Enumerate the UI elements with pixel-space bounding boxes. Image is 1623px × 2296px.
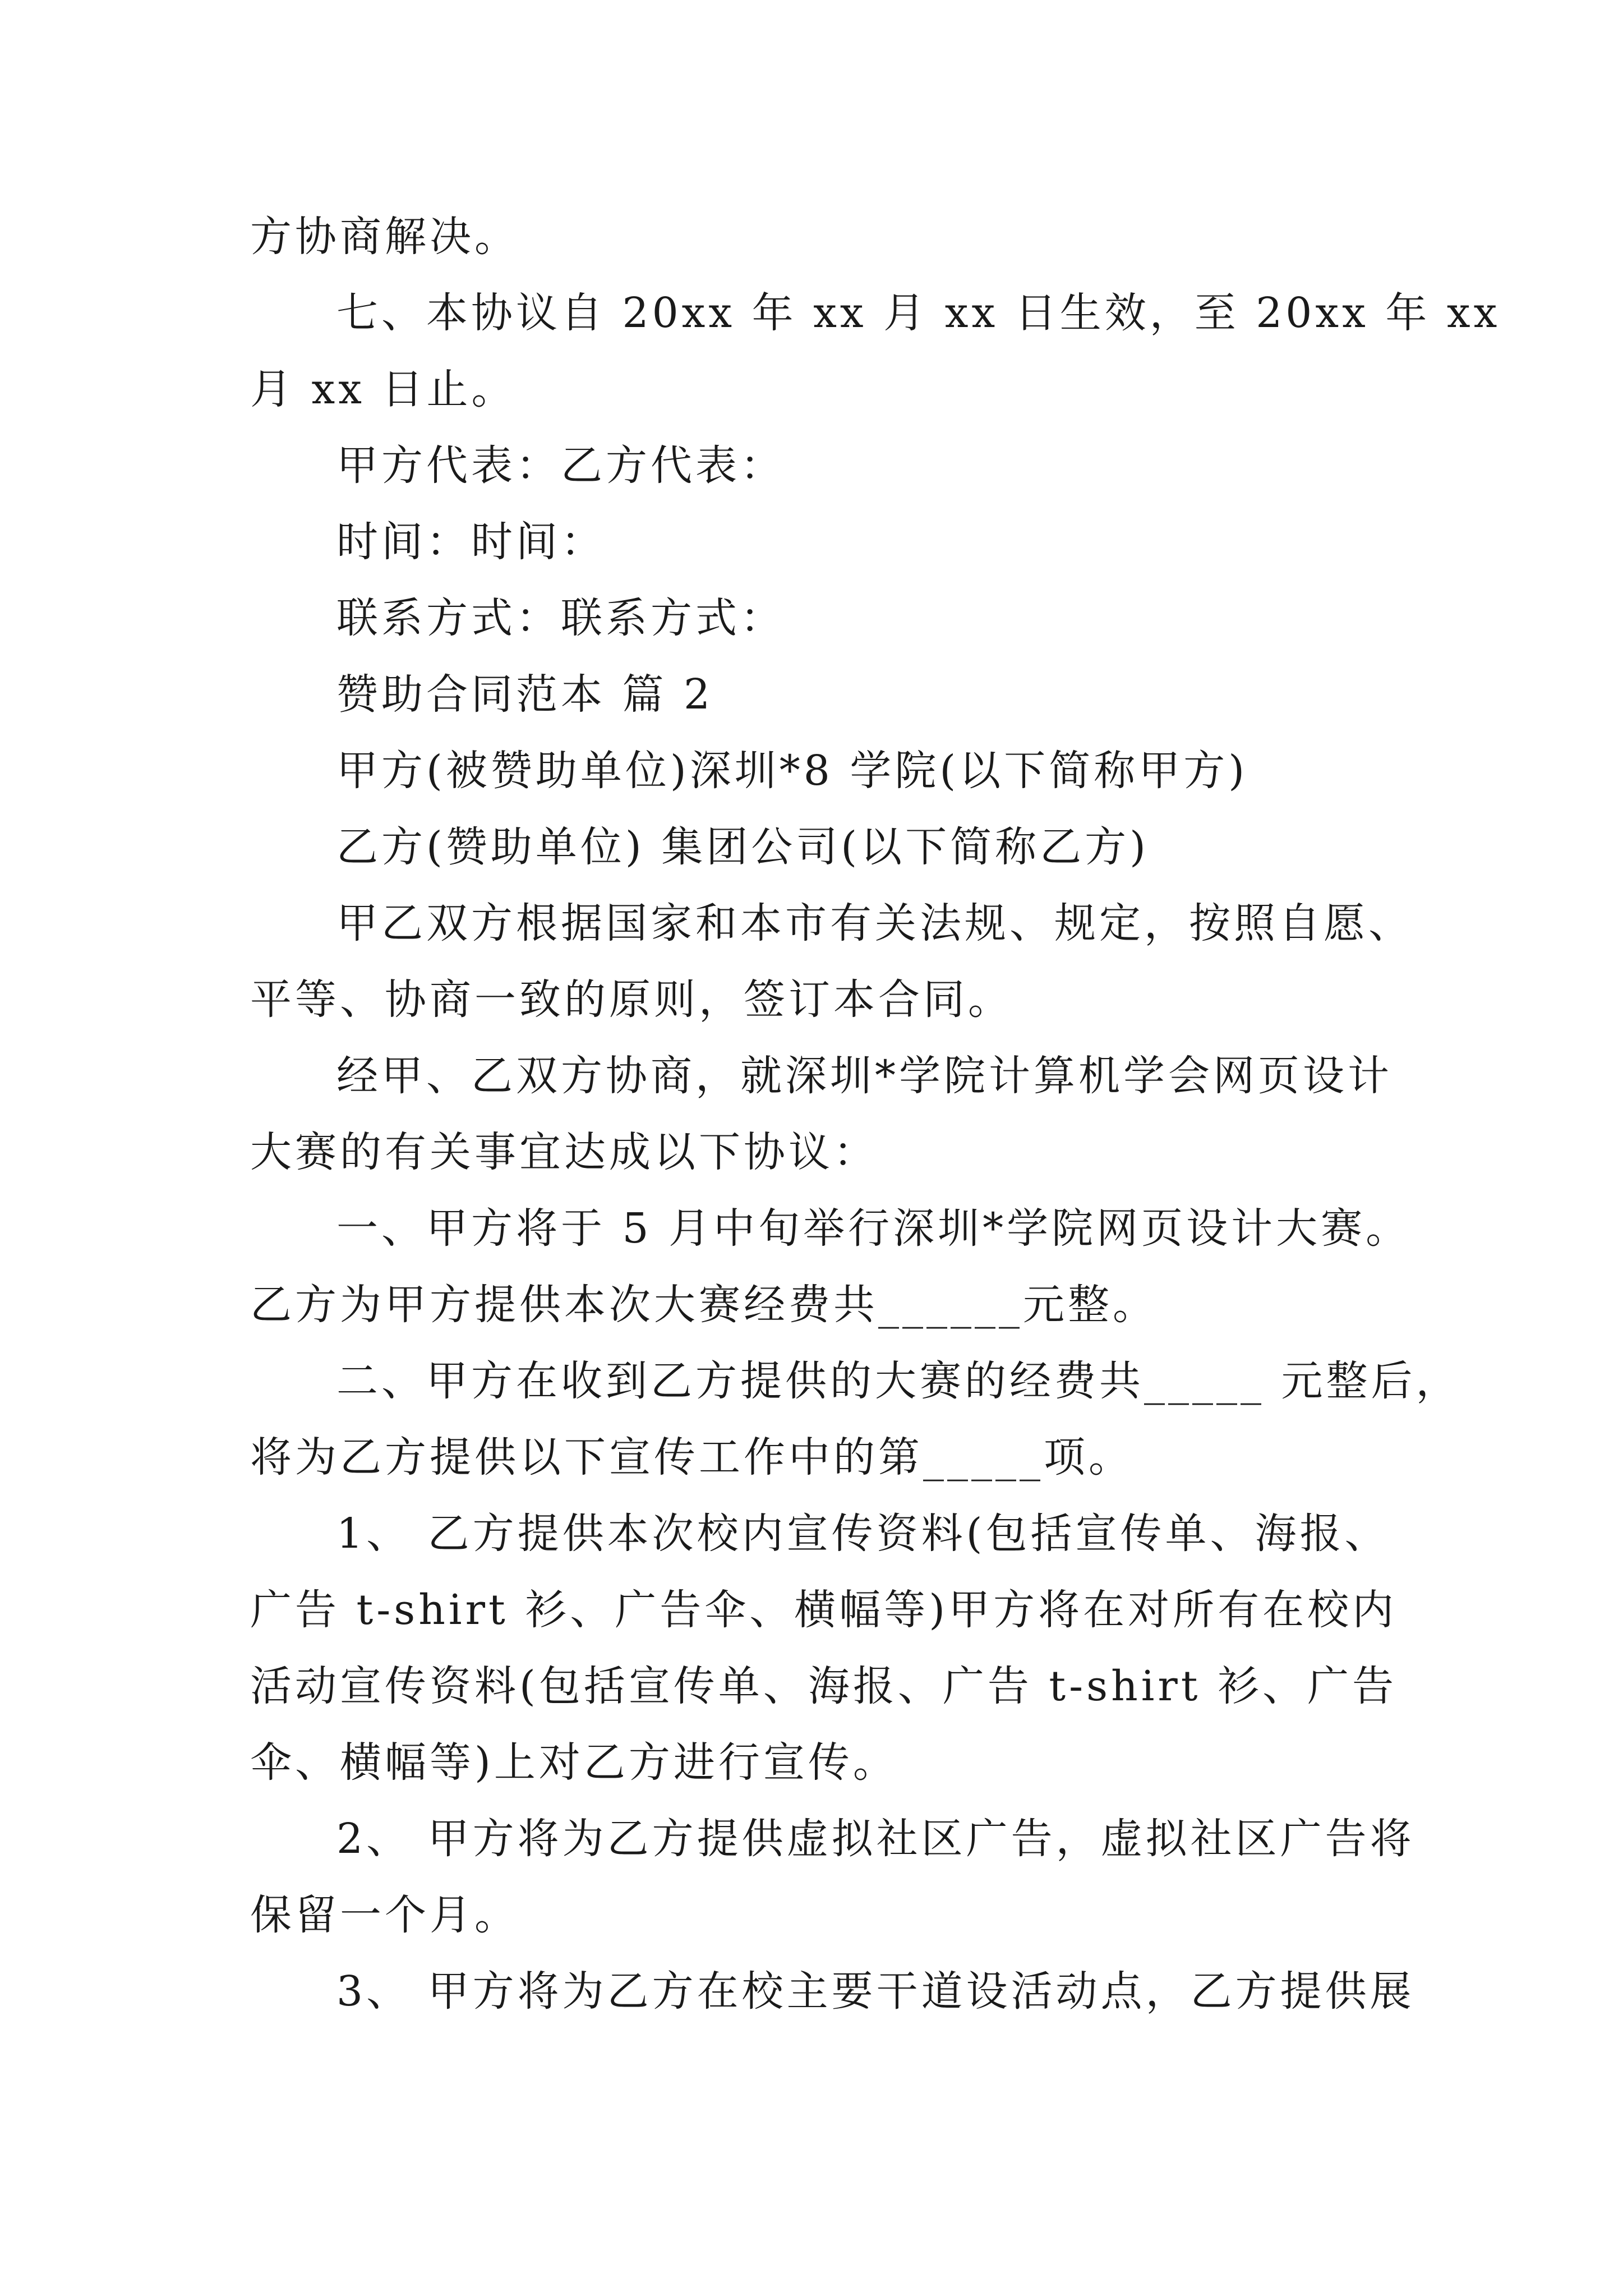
text-line: 联系方式：联系方式： xyxy=(336,594,785,642)
text-line: 时间：时间： xyxy=(336,518,606,566)
text-line: 方协商解决。 xyxy=(250,213,519,261)
text-line: 伞、横幅等)上对乙方进行宣传。 xyxy=(250,1738,898,1787)
text-line: 3、 甲方将为乙方在校主要干道设活动点，乙方提供展 xyxy=(336,1967,1415,2016)
text-line: 大赛的有关事宜达成以下协议： xyxy=(250,1128,878,1176)
section-heading: 赞助合同范本 篇 2 xyxy=(336,670,714,719)
text-line: 一、甲方将于 5 月中旬举行深圳*学院网页设计大赛。 xyxy=(336,1204,1411,1253)
text-line: 保留一个月。 xyxy=(250,1891,519,1939)
text-line: 平等、协商一致的原则，签订本合同。 xyxy=(250,976,1013,1024)
text-line: 2、 甲方将为乙方提供虚拟社区广告，虚拟社区广告将 xyxy=(336,1815,1415,1863)
text-line: 经甲、乙双方协商，就深圳*学院计算机学会网页设计 xyxy=(336,1052,1393,1100)
text-line: 甲乙双方根据国家和本市有关法规、规定，按照自愿、 xyxy=(336,899,1413,947)
text-line: 甲方(被赞助单位)深圳*8 学院(以下简称甲方) xyxy=(336,747,1248,795)
text-line: 活动宣传资料(包括宣传单、海报、广告 t-shirt 衫、广告 xyxy=(250,1662,1398,1710)
text-line: 广告 t-shirt 衫、广告伞、横幅等)甲方将在对所有在校内 xyxy=(250,1586,1398,1634)
text-line: 月 xx 日止。 xyxy=(250,365,517,413)
text-line: 1、 乙方提供本次校内宣传资料(包括宣传单、海报、 xyxy=(336,1510,1390,1558)
text-line: 将为乙方提供以下宣传工作中的第_____项。 xyxy=(250,1433,1133,1481)
text-line: 甲方代表：乙方代表： xyxy=(336,441,785,490)
text-line: 乙方(赞助单位) 集团公司(以下简称乙方) xyxy=(336,823,1150,871)
text-line: 乙方为甲方提供本次大赛经费共______元整。 xyxy=(250,1281,1158,1329)
text-line: 二、甲方在收到乙方提供的大赛的经费共_____ 元整后， xyxy=(336,1357,1461,1405)
text-line: 七、本协议自 20xx 年 xx 月 xx 日生效，至 20xx 年 xx xyxy=(336,289,1501,337)
